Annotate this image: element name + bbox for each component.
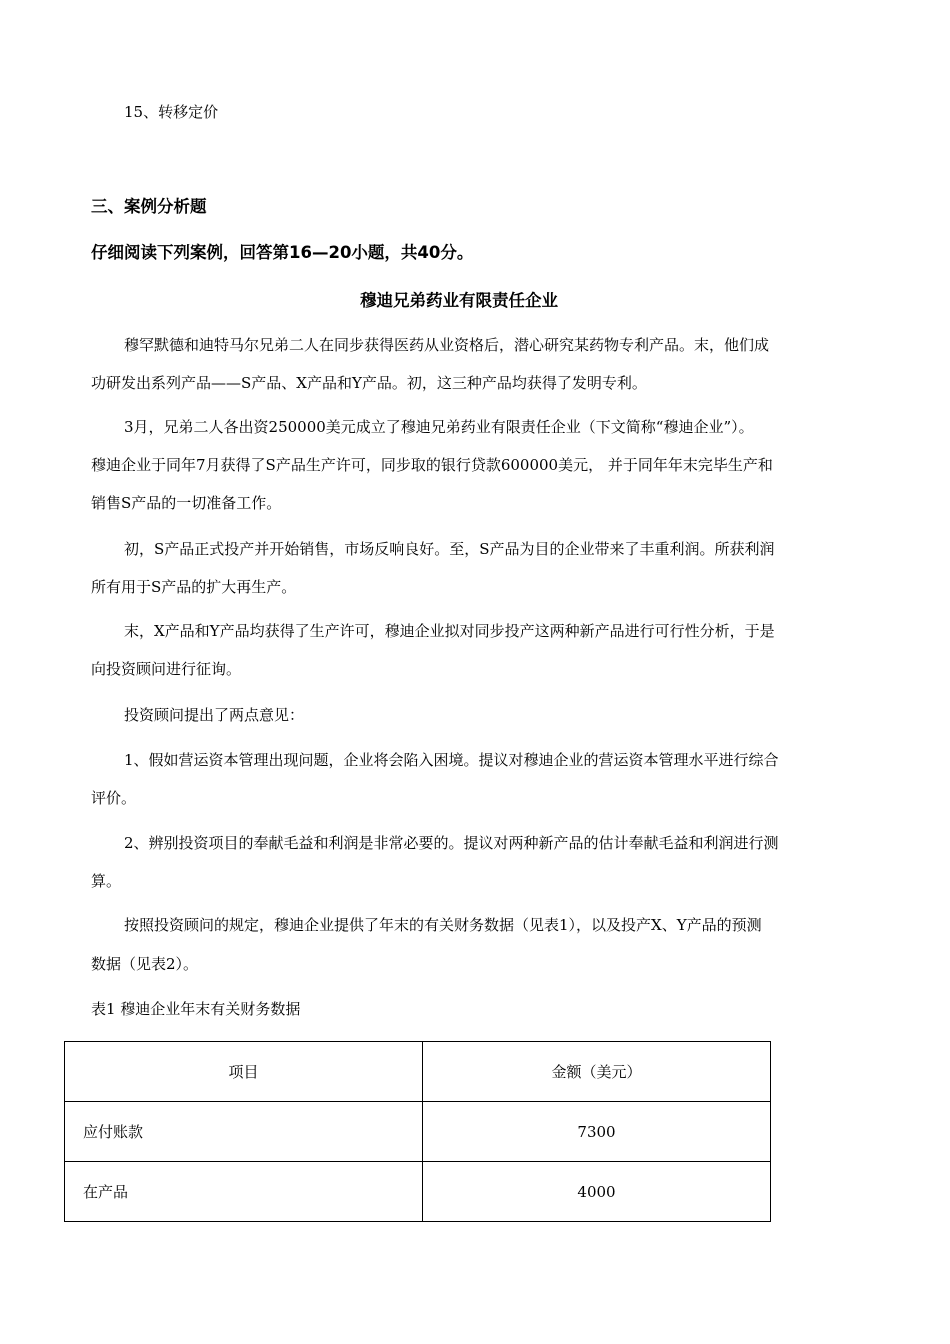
table-header-amount: 金额（美元） xyxy=(423,1042,771,1102)
table-cell-label: 在产品 xyxy=(65,1162,423,1222)
paragraph-line: 所有用于S产品的扩大再生产。 xyxy=(91,578,297,596)
item-15: 15、转移定价 xyxy=(124,103,219,121)
table-cell-value: 7300 xyxy=(423,1102,771,1162)
table-row xyxy=(65,1102,771,1162)
paragraph-line: 向投资顾问进行征询。 xyxy=(91,660,242,678)
table-row xyxy=(65,1162,771,1222)
paragraph-line: 初，S产品正式投产并开始销售，市场反响良好。至，S产品为目的企业带来了丰重利润。所获利润 xyxy=(124,540,775,558)
case-title: 穆迪兄弟药业有限责任企业 xyxy=(360,291,558,310)
financial-data-table xyxy=(64,1041,771,1222)
paragraph-line: 穆罕默德和迪特马尔兄弟二人在同步获得医药从业资格后，潜心研究某药物专利产品。末，他们成 xyxy=(124,336,770,354)
section-title: 三、案例分析题 xyxy=(91,197,207,216)
paragraph-line: 按照投资顾问的规定，穆迪企业提供了年末的有关财务数据（见表1），以及投产X、Y产品的预测 xyxy=(124,916,762,934)
paragraph-line: 投资顾问提出了两点意见： xyxy=(124,706,305,724)
paragraph-line: 销售S产品的一切准备工作。 xyxy=(91,494,282,512)
paragraph-line: 3月，兄弟二人各出资250000美元成立了穆迪兄弟药业有限责任企业（下文简称“穆迪企业”）。 xyxy=(124,418,754,436)
paragraph-line: 2、辨别投资项目的奉献毛益和利润是非常必要的。提议对两种新产品的估计奉献毛益和利润进行测 xyxy=(124,834,779,852)
paragraph-line: 数据（见表2）。 xyxy=(91,955,199,973)
table-cell-value: 4000 xyxy=(423,1162,771,1222)
paragraph-line: 1、假如营运资本管理出现问题，企业将会陷入困境。提议对穆迪企业的营运资本管理水平进行综合 xyxy=(124,751,779,769)
table-caption: 表1 穆迪企业年末有关财务数据 xyxy=(91,1000,301,1018)
table-cell-label: 应付账款 xyxy=(65,1102,423,1162)
paragraph-line: 算。 xyxy=(91,872,122,890)
table-header-item: 项目 xyxy=(65,1042,423,1102)
paragraph-line: 功研发出系列产品——S产品、X产品和Y产品。初，这三种产品均获得了发明专利。 xyxy=(91,374,647,392)
instruction: 仔细阅读下列案例，回答第16—20小题，共40分。 xyxy=(91,243,474,262)
paragraph-line: 穆迪企业于同年7月获得了S产品生产许可，同步取的银行贷款600000美元， 并于同年年末完毕生产和 xyxy=(91,456,773,474)
paragraph-line: 末，X产品和Y产品均获得了生产许可，穆迪企业拟对同步投产这两种新产品进行可行性分析，于是 xyxy=(124,622,775,640)
table-header-row xyxy=(65,1042,771,1102)
paragraph-line: 评价。 xyxy=(91,789,137,807)
